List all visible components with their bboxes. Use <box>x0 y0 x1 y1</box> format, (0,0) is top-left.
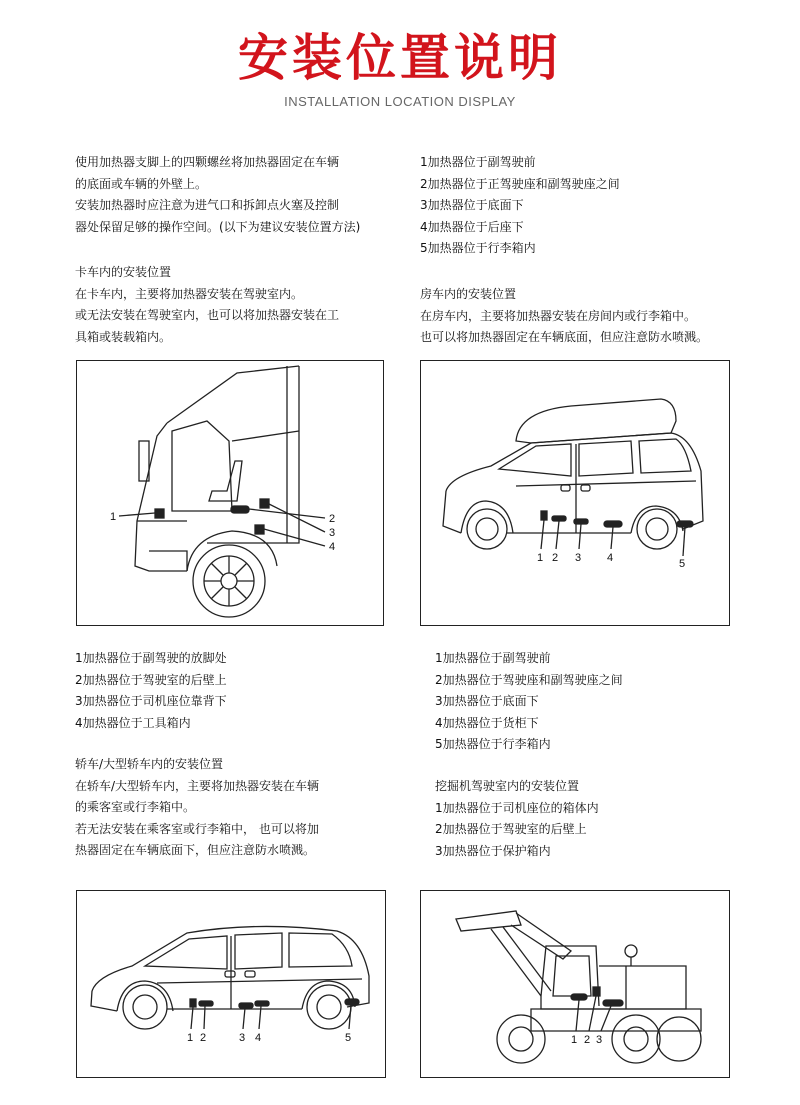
list-item: 2加热器位于驾驶室的后壁上 <box>435 822 587 836</box>
truck-diagram <box>76 360 384 626</box>
rv-diagram <box>420 360 730 626</box>
truck-section-text: 卡车内的安装位置 在卡车内，主要将加热器安装在驾驶室内。 或无法安装在驾驶室内，也可以将加热器安装在工 具箱或装载箱内。 <box>75 262 339 348</box>
callout-label: 5 <box>679 558 686 570</box>
callout-label: 3 <box>239 1032 246 1044</box>
list-item: 4加热器位于工具箱内 <box>75 715 191 730</box>
callout-label: 4 <box>255 1032 262 1044</box>
callout-label: 5 <box>345 1032 352 1044</box>
list-item: 3加热器位于底面下 <box>435 694 539 708</box>
list-item: 2加热器位于正驾驶座和副驾驶座之间 <box>420 176 620 191</box>
callout-label: 2 <box>329 513 336 525</box>
list-item: 1加热器位于副驾驶的放脚处 <box>75 651 227 665</box>
car-heading: 轿车/大型轿车内的安装位置 <box>75 757 224 771</box>
list-item: 2加热器位于驾驶座和副驾驶座之间 <box>435 672 623 687</box>
callout-label: 1 <box>571 1034 578 1046</box>
general-position-list <box>420 152 620 260</box>
list-item: 3加热器位于底面下 <box>420 198 524 212</box>
rv-position-list <box>435 648 623 756</box>
callout-label: 3 <box>596 1034 603 1046</box>
callout-label: 1 <box>187 1032 194 1044</box>
rv-heading: 房车内的安装位置 <box>420 287 517 301</box>
list-item: 3加热器位于司机座位靠背下 <box>75 694 227 708</box>
list-item: 1加热器位于司机座位的箱体内 <box>435 800 599 815</box>
list-item: 1加热器位于副驾驶前 <box>420 155 536 169</box>
list-item: 5加热器位于行李箱内 <box>435 737 551 751</box>
truck-heading: 卡车内的安装位置 <box>75 265 172 279</box>
excavator-heading: 挖掘机驾驶室内的安装位置 <box>435 779 580 793</box>
callout-label: 3 <box>329 527 336 539</box>
callout-label: 4 <box>329 541 336 553</box>
list-item: 4加热器位于后座下 <box>420 219 524 234</box>
callout-label: 1 <box>110 511 117 523</box>
excavator-section-text <box>435 776 599 862</box>
callout-label: 4 <box>607 552 614 564</box>
page-subtitle: INSTALLATION LOCATION DISPLAY <box>284 94 516 109</box>
car-section-text: 轿车/大型轿车内的安装位置 在轿车/大型轿车内，主要将加热器安装在车辆 的乘客室或行李箱中。 若无法安装在乘客室或行李箱中， 也可以将加 热器固定在车辆底面下，但应注意防水喷溅。 <box>75 754 319 862</box>
excavator-diagram <box>420 890 730 1078</box>
truck-position-list <box>75 648 227 734</box>
callout-label: 3 <box>575 552 582 564</box>
rv-section-text: 房车内的安装位置 在房车内，主要将加热器安装在房间内或行李箱中。 也可以将加热器固定在车辆底面，但应注意防水喷溅。 <box>420 284 708 349</box>
callout-label: 2 <box>584 1034 591 1046</box>
list-item: 3加热器位于保护箱内 <box>435 843 551 858</box>
list-item: 4加热器位于货柜下 <box>435 715 539 730</box>
callout-label: 1 <box>537 552 544 564</box>
callout-label: 2 <box>200 1032 207 1044</box>
car-diagram <box>76 890 386 1078</box>
list-item: 1加热器位于副驾驶前 <box>435 651 551 665</box>
list-item: 5加热器位于行李箱内 <box>420 241 536 255</box>
page-title: 安装位置说明 <box>238 29 562 87</box>
intro-paragraph: 使用加热器支脚上的四颗螺丝将加热器固定在车辆 的底面或车辆的外壁上。 安装加热器时应注意为进气口和拆卸点火塞及控制 器处保留足够的操作空间。(以下为建议安装位置方法) <box>75 155 361 234</box>
callout-label: 2 <box>552 552 559 564</box>
list-item: 2加热器位于驾驶室的后壁上 <box>75 672 227 687</box>
